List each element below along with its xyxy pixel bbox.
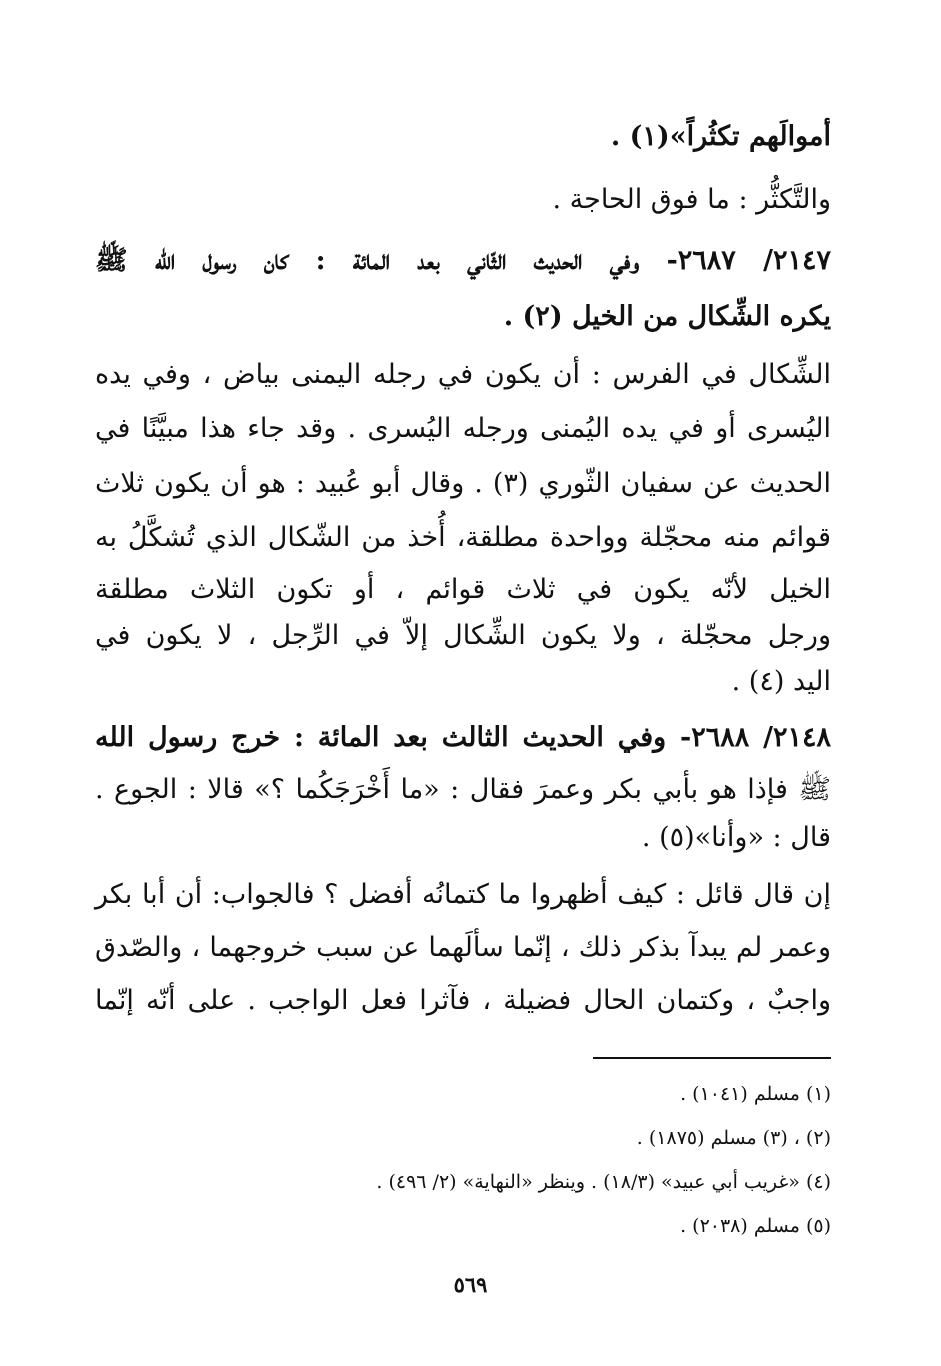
text-line-15: إن قال قائل : كيف أظهروا ما كتمانُه أفضل ؟ فالجواب: أن أبا بكر: [95, 879, 831, 910]
text-line-11: اليد (٤) .: [731, 666, 831, 697]
text-line-17: واجبٌ ، وكتمان الحال فضيلة ، فآثرا فعل الواجب . على أنّه إنّما: [95, 985, 831, 1016]
text-line-2: والتَّكثُّر : ما فوق الحاجة .: [552, 184, 831, 215]
footnote-separator: [593, 1057, 831, 1059]
text-line-13: ﷺ فإذا هو بأبي بكر وعمرَ فقال : «ما أَخْرَجَكُما ؟» قالا : الجوع .: [95, 774, 831, 805]
footnote-2: (٢) ، (٣) مسلم (١٨٧٥) .: [636, 1127, 831, 1149]
text-line-9: الخيل لأنّه يكون في ثلاث قوائم ، أو تكون الثلاث مطلقة: [95, 574, 831, 605]
footnote-3: (٤) «غريب أبي عبيد» (١٨/٣) . وينظر «النهاية» (٢/ ٤٩٦) .: [376, 1171, 831, 1193]
text-line-3: ٢١٤٧/ ٢٦٨٧- وفي الحديث الثّاني بعد المائة : كان رسول الله ﷺ: [95, 245, 831, 276]
text-line-14: قال : «وأنا»(٥) .: [641, 822, 831, 853]
text-line-8: قوائم منه محجّلة وواحدة مطلقة، أُخذ من الشّكال الذي تُشكَّلُ به: [95, 522, 831, 553]
page-number: ٥٦٩: [453, 1272, 488, 1297]
text-line-6: اليُسرى أو في يده اليُمنى ورجله اليُسرى . وقد جاء هذا مبيَّنًا في: [95, 413, 831, 444]
text-line-16: وعمر لم يبدآ بذكر ذلك ، إنّما سألَهما عن سبب خروجهما ، والصّدق: [95, 932, 831, 963]
text-line-4: يكره الشِّكال من الخيل (٢) .: [503, 301, 831, 332]
footnote-1: (١) مسلم (١٠٤١) .: [680, 1083, 831, 1105]
text-line-10: ورجل محجّلة ، ولا يكون الشِّكال إلاّ في الرِّجل ، لا يكون في: [95, 620, 831, 651]
footnote-4: (٥) مسلم (٢٠٣٨) .: [680, 1215, 831, 1237]
text-line-12: ٢١٤٨/ ٢٦٨٨- وفي الحديث الثالث بعد المائة : خرج رسول الله: [95, 722, 831, 753]
text-line-7: الحديث عن سفيان الثّوري (٣) . وقال أبو عُبيد : هو أن يكون ثلاث: [95, 468, 831, 499]
text-line-5: الشِّكال في الفرس : أن يكون في رجله اليمنى بياض ، وفي يده: [95, 359, 831, 390]
text-line-1: أموالَهم تكثُراً»(١) .: [610, 121, 831, 152]
